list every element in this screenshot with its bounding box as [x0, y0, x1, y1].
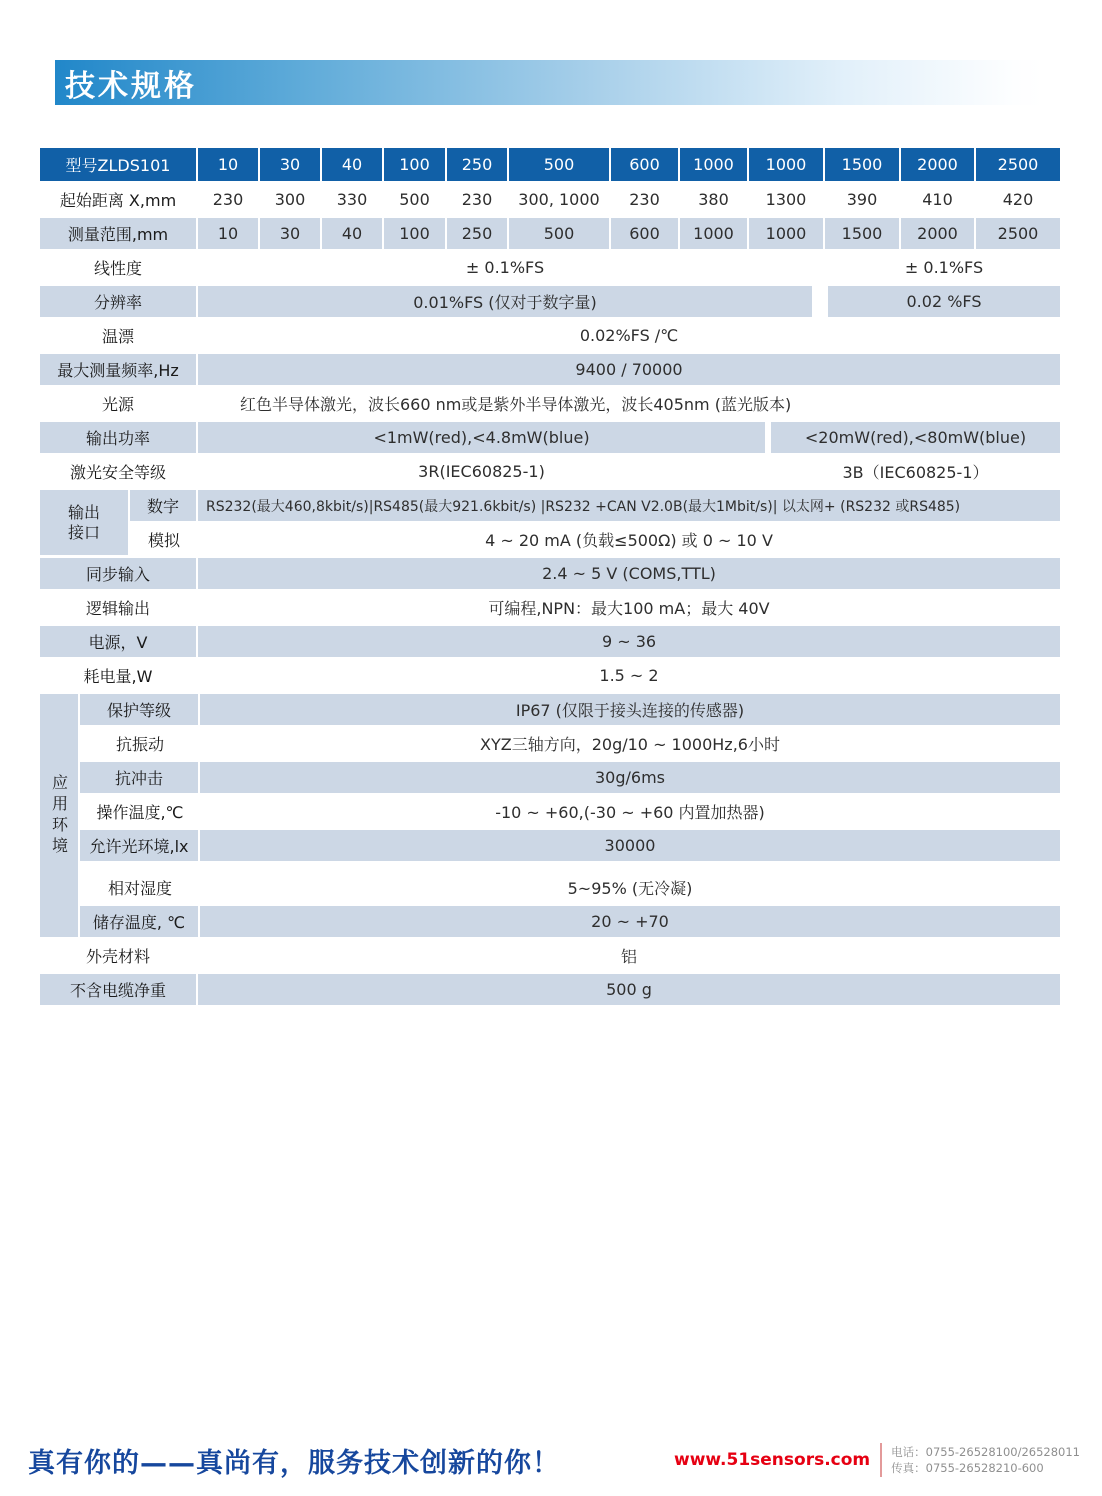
model-col: 1500: [825, 148, 901, 181]
row-label: 线性度: [40, 252, 198, 283]
row-label: 允许光环境,lx: [80, 830, 200, 861]
row-label: 起始距离 X,mm: [40, 184, 198, 215]
row-sublabel: 模拟: [147, 531, 180, 550]
value-cell: 420: [1002, 190, 1034, 209]
model-col: 30: [260, 148, 322, 181]
spec-row-vibration: [80, 728, 1060, 759]
row-label: 输出功率: [40, 422, 198, 453]
spec-row-sync-input: [40, 558, 1060, 589]
spec-row-shock: [80, 762, 1060, 793]
model-col: 2500: [976, 148, 1060, 181]
value-cell: 2000: [901, 218, 976, 249]
value-right: ± 0.1%FS: [904, 258, 984, 277]
model-col: 1000: [749, 148, 825, 181]
spec-row-power-consumption: [40, 660, 1060, 691]
value-cell: 9400 / 70000: [198, 354, 1060, 385]
row-label: 最大测量频率,Hz: [40, 354, 198, 385]
model-col: 100: [384, 148, 447, 181]
row-label: 储存温度, ℃: [80, 906, 200, 937]
value-cell: 330: [322, 184, 384, 215]
footer-fax: 传真：0755-26528210-600: [891, 1461, 1044, 1475]
group-label-output-interface: 输出接口: [40, 490, 130, 555]
model-col: 1000: [680, 148, 749, 181]
model-col: 2000: [901, 148, 976, 181]
row-label: 保护等级: [80, 694, 200, 725]
value-cell: 1300: [749, 184, 825, 215]
spec-row-standoff: [40, 184, 1060, 215]
row-label: 抗冲击: [80, 762, 200, 793]
row-label: 同步输入: [40, 558, 198, 589]
value-left: 3R(IEC60825-1): [418, 462, 545, 481]
value-cell: 5~95% (无冷凝): [567, 879, 693, 898]
spec-row-analog: [130, 524, 1060, 555]
row-label: 激光安全等级: [40, 456, 198, 487]
row-label: 电源，V: [40, 626, 198, 657]
row-label: 耗电量,W: [40, 660, 198, 691]
value-cell: 230: [447, 184, 509, 215]
value-cell: IP67 (仅限于接头连接的传感器): [200, 694, 1060, 725]
spec-row-digital: [130, 490, 1060, 521]
spec-row-laser-class: [40, 456, 1060, 487]
value-cell: 2.4 ~ 5 V (COMS,TTL): [198, 558, 1060, 589]
section-title-bar: [55, 60, 1044, 105]
value-cell: 410: [901, 184, 976, 215]
value-cell: 2500: [976, 218, 1060, 249]
value-left: ± 0.1%FS: [465, 258, 545, 277]
footer-slogan: 真有你的——真尚有，服务技术创新的你！: [28, 1447, 560, 1479]
spec-group-output-interface: [40, 490, 1060, 555]
value-cell: 10: [198, 218, 260, 249]
value-cell: 380: [680, 184, 749, 215]
model-col: 10: [198, 148, 260, 181]
spec-row-linearity: [40, 252, 1060, 283]
value-cell: 100: [384, 218, 447, 249]
footer-phone: 电话：0755-26528100/26528011: [891, 1445, 1080, 1459]
value-cell: 0.02%FS /℃: [579, 326, 679, 345]
value-cell: 30000: [200, 830, 1060, 861]
model-header-cell: 型号ZLDS101: [40, 148, 198, 181]
value-cell: 1000: [749, 218, 825, 249]
footer-website-link[interactable]: www.51sensors.com: [674, 1450, 871, 1470]
spec-row-max-freq: [40, 354, 1060, 385]
value-cell: 300: [260, 184, 322, 215]
value-cell: 1500: [825, 218, 901, 249]
model-col: 500: [509, 148, 611, 181]
spec-row-protection: [80, 694, 1060, 725]
spec-row-weight: [40, 974, 1060, 1005]
spec-row-range: [40, 218, 1060, 249]
row-label: 逻辑输出: [40, 592, 198, 623]
spec-row-output-power: [40, 422, 1060, 453]
value-cell: XYZ三轴方向，20g/10 ~ 1000Hz,6小时: [480, 735, 780, 754]
spec-row-light-source: [40, 388, 1060, 419]
spec-row-ambient-light: [80, 830, 1060, 861]
page-footer: [28, 1438, 1080, 1482]
value-cell: 20 ~ +70: [200, 906, 1060, 937]
value-cell: 4 ~ 20 mA (负载≤500Ω) 或 0 ~ 10 V: [485, 531, 773, 550]
value-cell: 250: [447, 218, 509, 249]
row-label: 光源: [40, 388, 198, 419]
spec-row-power-supply: [40, 626, 1060, 657]
row-label: 不含电缆净重: [40, 974, 198, 1005]
model-col: 40: [322, 148, 384, 181]
spec-row-housing: [40, 940, 1060, 971]
footer-contact-block: [891, 1444, 1080, 1476]
value-cell: 390: [825, 184, 901, 215]
row-label: 外壳材料: [40, 940, 198, 971]
table-header-row: [40, 148, 1060, 181]
value-cell: 30: [260, 218, 322, 249]
spec-row-logic-output: [40, 592, 1060, 623]
value-cell: 铝: [620, 947, 637, 966]
spec-table: [40, 148, 1060, 1008]
row-label: 操作温度,℃: [96, 803, 184, 822]
spec-row-humidity: [80, 872, 1060, 903]
value-cell: 40: [322, 218, 384, 249]
spec-row-operating-temp: [80, 796, 1060, 827]
value-cell: RS232(最大460,8kbit/s)|RS485(最大921.6kbit/s) |RS232 +CAN V2.0B(最大1Mbit/s)| 以太网+ (RS232 或RS485): [198, 490, 1060, 521]
row-label: 分辨率: [40, 286, 198, 317]
row-label: 测量范围,mm: [40, 218, 198, 249]
value-cell: 1.5 ~ 2: [599, 666, 659, 685]
spec-row-temp-drift: [40, 320, 1060, 351]
value-left: <1mW(red),<4.8mW(blue): [198, 422, 765, 453]
row-label: 温漂: [40, 320, 198, 351]
value-right: 0.02 %FS: [828, 286, 1060, 317]
value-cell: 230: [198, 184, 260, 215]
value-cell: 230: [611, 184, 680, 215]
value-right: 3B（IEC60825-1）: [842, 463, 989, 482]
segment-gap: [812, 286, 828, 317]
value-right: <20mW(red),<80mW(blue): [771, 422, 1060, 453]
row-label: 相对湿度: [107, 879, 172, 898]
spec-group-environment: [40, 694, 1060, 937]
value-cell: 500 g: [198, 974, 1060, 1005]
value-cell: -10 ~ +60,(-30 ~ +60 内置加热器): [495, 803, 765, 822]
model-col: 250: [447, 148, 509, 181]
value-cell: 可编程,NPN：最大100 mA；最大 40V: [488, 599, 770, 618]
value-cell: 300, 1000: [509, 184, 611, 215]
row-label: 抗振动: [115, 735, 164, 754]
page-title: 技术规格: [65, 68, 197, 104]
value-cell: 1000: [680, 218, 749, 249]
footer-divider: [880, 1443, 882, 1477]
spec-row-storage-temp: [80, 906, 1060, 937]
group-label-environment: 应用环境: [40, 694, 80, 937]
row-sublabel: 数字: [130, 490, 198, 521]
value-cell: 9 ~ 36: [198, 626, 1060, 657]
value-cell: 30g/6ms: [200, 762, 1060, 793]
value-cell: 600: [611, 218, 680, 249]
segment-gap: [812, 252, 828, 283]
model-col: 600: [611, 148, 680, 181]
spec-row-resolution: [40, 286, 1060, 317]
value-cell: 500: [384, 184, 447, 215]
value-left: 0.01%FS (仅对于数字量): [198, 286, 812, 317]
value-cell: 红色半导体激光，波长660 nm或是紫外半导体激光，波长405nm (蓝光版本): [240, 395, 792, 414]
value-cell: 500: [509, 218, 611, 249]
